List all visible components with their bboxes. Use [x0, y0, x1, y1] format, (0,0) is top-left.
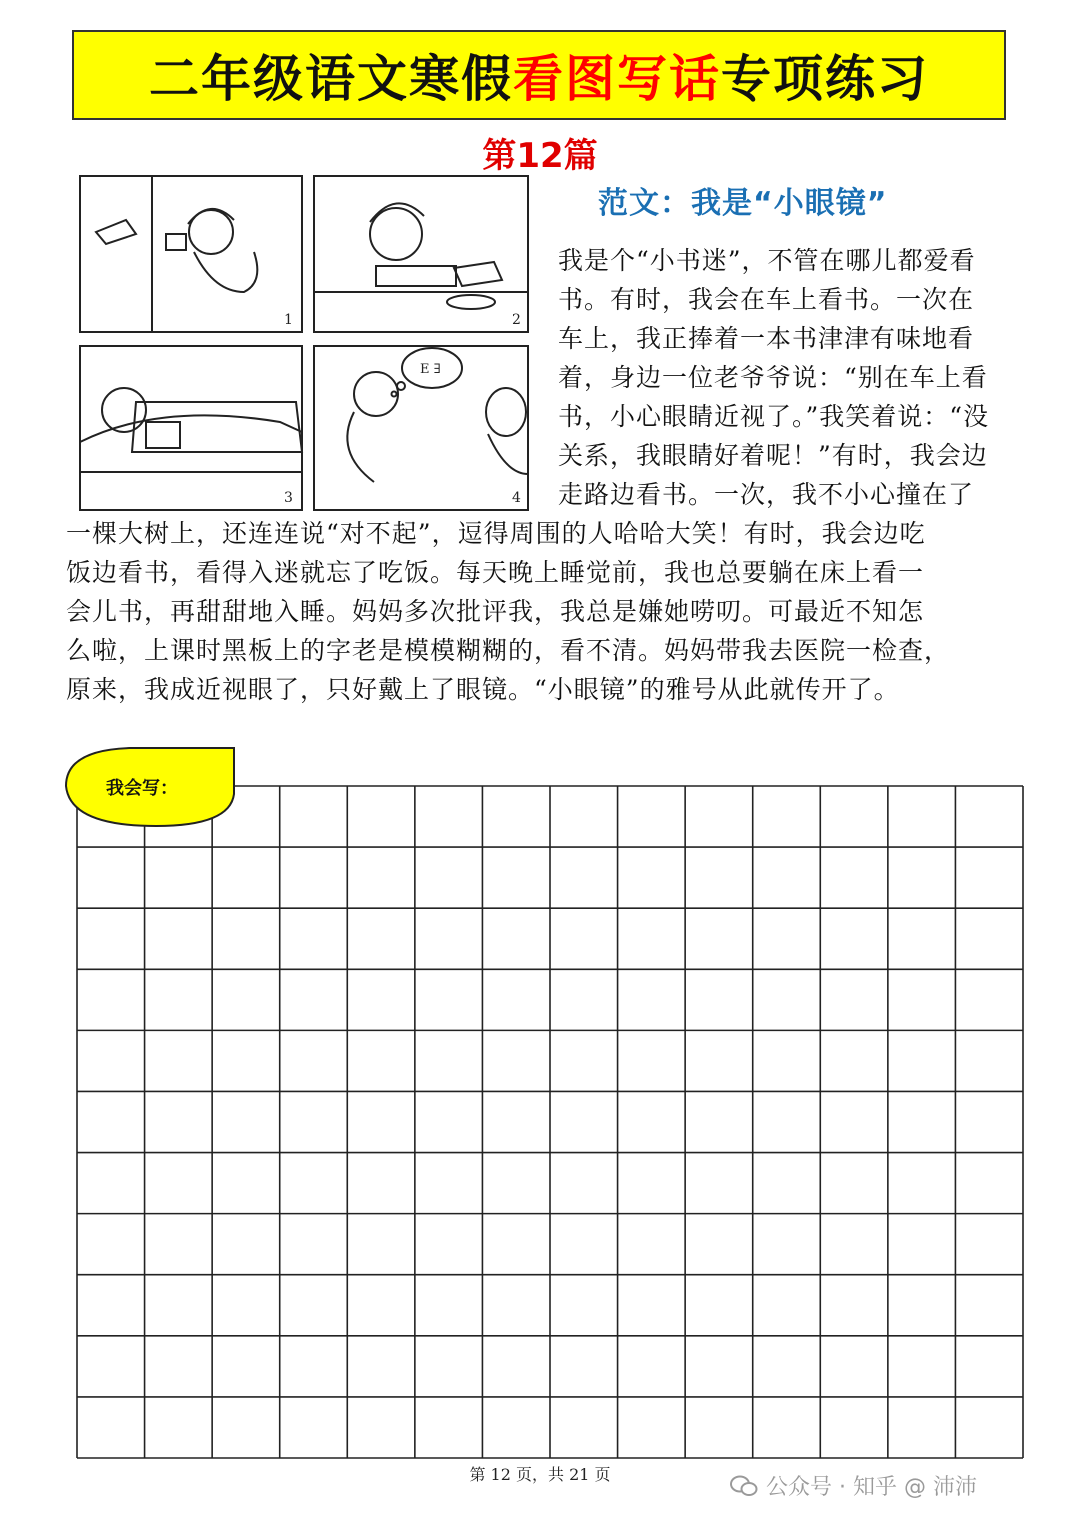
writing-label: 我会写：	[106, 778, 178, 799]
panel-number-1: 1	[284, 312, 293, 328]
title-highlight: 看图写话	[513, 50, 721, 108]
watermark-text: 公众号 · 知乎 @ 沛沛	[766, 1475, 977, 1500]
essay-line: 着，身边一位老爷爷说：“别在车上看	[558, 363, 988, 392]
essay-line: 么啦，上课时黑板上的字老是模模糊糊的，看不清。妈妈带我去医院一检查，	[66, 636, 951, 665]
panel-1-frame	[80, 176, 302, 332]
essay-line: 书。有时，我会在车上看书。一次在	[558, 285, 975, 314]
title-part1: 二年级语文寒假	[149, 50, 513, 108]
page-number: 第 12 页，共 21 页	[469, 1465, 611, 1484]
title-part2: 专项练习	[721, 50, 929, 108]
essay-line: 原来，我成近视眼了，只好戴上了眼镜。“小眼镜”的雅号从此就传开了。	[66, 675, 900, 704]
wechat-icon	[730, 1475, 758, 1497]
chapter-number: 第12篇	[482, 136, 598, 176]
thought-bubble-text: E ∃	[420, 362, 441, 377]
essay-line: 车上，我正捧着一本书津津有味地看	[558, 324, 975, 353]
essay-line: 走路边看书。一次，我不小心撞在了	[558, 480, 975, 509]
panel-number-4: 4	[512, 490, 521, 506]
essay-full-width	[66, 514, 1018, 709]
panel-number-3: 3	[284, 490, 293, 506]
comic-panels-image	[76, 172, 531, 512]
essay-line: 会儿书，再甜甜地入睡。妈妈多次批评我，我总是嫌她唠叨。可最近不知怎	[66, 597, 925, 626]
writing-grid-lines	[76, 785, 1024, 1459]
title-banner	[72, 30, 1006, 120]
essay-right-column	[558, 241, 1018, 514]
panel-2-frame	[314, 176, 528, 332]
essay-line: 饭边看书，看得入迷就忘了吃饭。每天晚上睡觉前，我也总要躺在床上看一	[66, 558, 925, 587]
essay-title: 范文：我是“小眼镜”	[598, 186, 888, 221]
writing-grid[interactable]	[76, 785, 1024, 1459]
essay-line: 关系，我眼睛好着呢！”有时，我会边	[558, 441, 988, 470]
comic-panels-drawing	[76, 172, 531, 512]
panel-number-2: 2	[512, 312, 521, 328]
essay-line: 书，小心眼睛近视了。”我笑着说：“没	[558, 402, 990, 431]
essay-line: 一棵大树上，还连连说“对不起”，逗得周围的人哈哈大笑！有时，我会边吃	[66, 519, 926, 548]
watermark	[730, 1470, 977, 1501]
essay-line: 我是个“小书迷”，不管在哪儿都爱看	[558, 246, 976, 275]
